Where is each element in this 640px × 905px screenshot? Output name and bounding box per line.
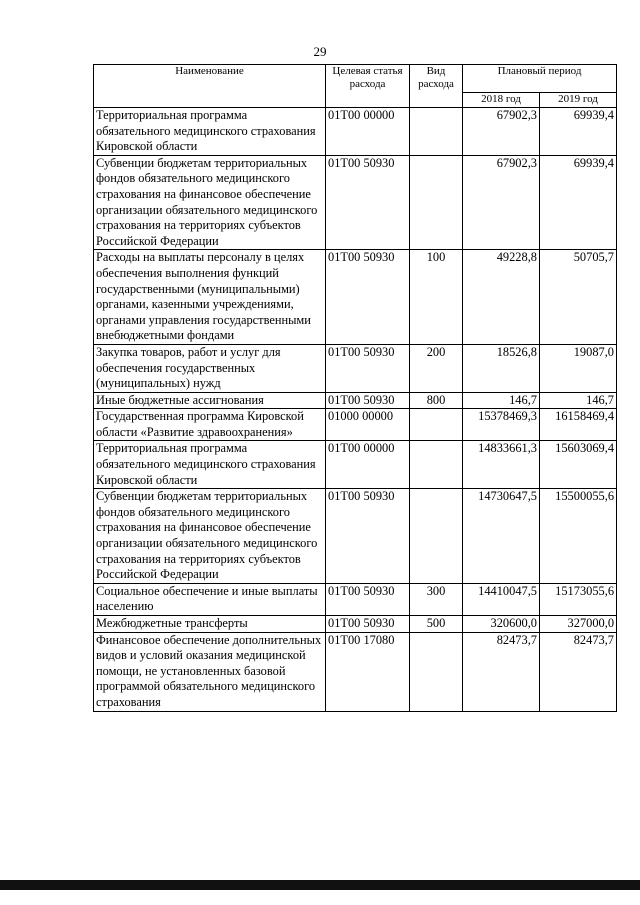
row-name-cell: Межбюджетные трансферты bbox=[94, 616, 326, 633]
row-amount-2019-cell: 69939,4 bbox=[540, 108, 617, 156]
row-amount-2019-cell: 146,7 bbox=[540, 392, 617, 409]
row-expense-type-cell: 800 bbox=[410, 392, 463, 409]
row-name-cell: Финансовое обеспечение дополнительных видов и условий оказания медицинской помощи, не установленных базовой программой обязательного медицинского страхования bbox=[94, 632, 326, 711]
table-row bbox=[94, 632, 617, 711]
header-year-2018: 2018 год bbox=[463, 93, 540, 108]
row-expense-type-cell: 200 bbox=[410, 344, 463, 392]
row-expense-type-cell bbox=[410, 632, 463, 711]
row-name-cell: Расходы на выплаты персоналу в целях обеспечения выполнения функций государственными (муниципальными) органами, казенными учреждениями, органами управления государственными внебюджетными фондами bbox=[94, 250, 326, 345]
row-amount-2019-cell: 82473,7 bbox=[540, 632, 617, 711]
header-name: Наименование bbox=[94, 65, 326, 108]
row-name-cell: Иные бюджетные ассигнования bbox=[94, 392, 326, 409]
page-number: 29 bbox=[313, 44, 327, 59]
row-expense-type-cell bbox=[410, 409, 463, 441]
header-target-article: Целевая статья расхода bbox=[326, 65, 410, 108]
header-expense-type: Вид расхода bbox=[410, 65, 463, 108]
row-name-cell: Государственная программа Кировской области «Развитие здравоохранения» bbox=[94, 409, 326, 441]
table-row bbox=[94, 441, 617, 489]
row-name-cell: Субвенции бюджетам территориальных фондов обязательного медицинского страхования на финансовое обеспечение организации обязательного медицинского страхования на территориях субъектов Российской Федерации bbox=[94, 155, 326, 250]
row-amount-2018-cell: 49228,8 bbox=[463, 250, 540, 345]
row-expense-type-cell: 300 bbox=[410, 583, 463, 615]
row-amount-2018-cell: 14730647,5 bbox=[463, 489, 540, 584]
table-row bbox=[94, 409, 617, 441]
scan-edge-bar bbox=[0, 880, 640, 890]
row-expense-type-cell bbox=[410, 155, 463, 250]
row-amount-2018-cell: 82473,7 bbox=[463, 632, 540, 711]
row-amount-2019-cell: 15603069,4 bbox=[540, 441, 617, 489]
row-name-cell: Закупка товаров, работ и услуг для обеспечения государственных (муниципальных) нужд bbox=[94, 344, 326, 392]
row-amount-2019-cell: 50705,7 bbox=[540, 250, 617, 345]
row-expense-type-cell: 500 bbox=[410, 616, 463, 633]
header-planning-period: Плановый период bbox=[463, 65, 617, 93]
table-row bbox=[94, 489, 617, 584]
row-amount-2019-cell: 16158469,4 bbox=[540, 409, 617, 441]
row-name-cell: Территориальная программа обязательного медицинского страхования Кировской области bbox=[94, 108, 326, 156]
table-row bbox=[94, 155, 617, 250]
row-expense-type-cell bbox=[410, 441, 463, 489]
row-target-article-cell: 01Т00 17080 bbox=[326, 632, 410, 711]
row-amount-2019-cell: 69939,4 bbox=[540, 155, 617, 250]
row-target-article-cell: 01Т00 50930 bbox=[326, 344, 410, 392]
row-target-article-cell: 01Т00 50930 bbox=[326, 250, 410, 345]
table-row bbox=[94, 108, 617, 156]
row-target-article-cell: 01Т00 50930 bbox=[326, 392, 410, 409]
row-target-article-cell: 01Т00 50930 bbox=[326, 583, 410, 615]
budget-table bbox=[93, 64, 617, 712]
row-target-article-cell: 01Т00 50930 bbox=[326, 489, 410, 584]
row-target-article-cell: 01000 00000 bbox=[326, 409, 410, 441]
row-target-article-cell: 01Т00 50930 bbox=[326, 616, 410, 633]
header-year-2019: 2019 год bbox=[540, 93, 617, 108]
row-target-article-cell: 01Т00 50930 bbox=[326, 155, 410, 250]
row-amount-2018-cell: 146,7 bbox=[463, 392, 540, 409]
row-target-article-cell: 01Т00 00000 bbox=[326, 108, 410, 156]
table-row bbox=[94, 250, 617, 345]
row-name-cell: Территориальная программа обязательного медицинского страхования Кировской области bbox=[94, 441, 326, 489]
row-name-cell: Субвенции бюджетам территориальных фондов обязательного медицинского страхования на финансовое обеспечение организации обязательного медицинского страхования на территориях субъектов Российской Федерации bbox=[94, 489, 326, 584]
row-expense-type-cell: 100 bbox=[410, 250, 463, 345]
table-row bbox=[94, 344, 617, 392]
row-amount-2018-cell: 18526,8 bbox=[463, 344, 540, 392]
row-target-article-cell: 01Т00 00000 bbox=[326, 441, 410, 489]
table-row bbox=[94, 392, 617, 409]
row-amount-2018-cell: 14410047,5 bbox=[463, 583, 540, 615]
row-amount-2019-cell: 15173055,6 bbox=[540, 583, 617, 615]
row-amount-2019-cell: 327000,0 bbox=[540, 616, 617, 633]
header-row-1 bbox=[94, 65, 617, 93]
row-expense-type-cell bbox=[410, 108, 463, 156]
row-amount-2018-cell: 67902,3 bbox=[463, 155, 540, 250]
row-name-cell: Социальное обеспечение и иные выплаты населению bbox=[94, 583, 326, 615]
row-amount-2019-cell: 15500055,6 bbox=[540, 489, 617, 584]
row-amount-2018-cell: 15378469,3 bbox=[463, 409, 540, 441]
row-amount-2018-cell: 320600,0 bbox=[463, 616, 540, 633]
row-amount-2018-cell: 14833661,3 bbox=[463, 441, 540, 489]
row-amount-2019-cell: 19087,0 bbox=[540, 344, 617, 392]
table-row bbox=[94, 583, 617, 615]
row-amount-2018-cell: 67902,3 bbox=[463, 108, 540, 156]
row-expense-type-cell bbox=[410, 489, 463, 584]
table-row bbox=[94, 616, 617, 633]
